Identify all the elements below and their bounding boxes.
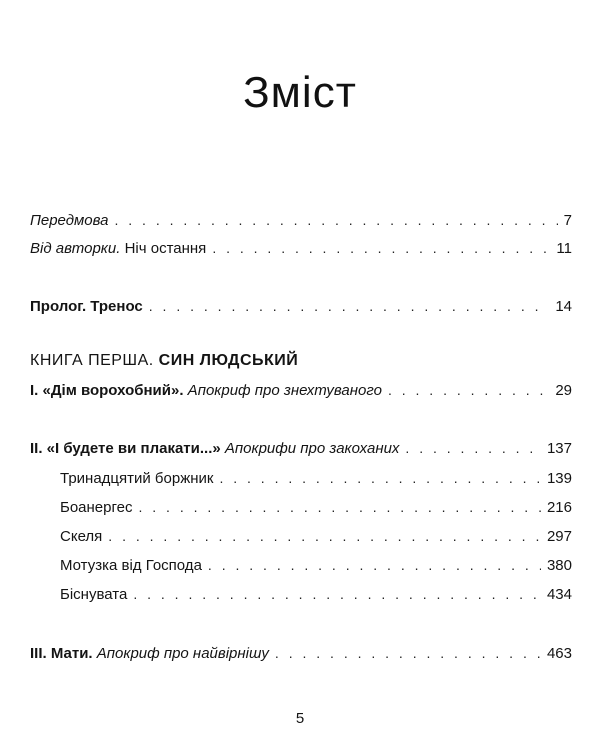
entry-page: 29 — [555, 382, 572, 399]
entry-label: І. «Дім ворохобний». Апокриф про знехтуваного — [30, 382, 382, 399]
dot-leader — [275, 645, 541, 661]
entry-label: Передмова — [30, 212, 109, 229]
entry-label: Мотузка від Господа — [60, 557, 202, 574]
dot-leader — [108, 528, 541, 544]
entry-page: 434 — [546, 586, 572, 603]
entry-page: 7 — [563, 212, 572, 229]
dot-leader — [133, 586, 541, 602]
page-number: 5 — [295, 710, 305, 727]
toc-entry-chapter-2[interactable] — [30, 440, 572, 464]
entry-page: 297 — [546, 528, 572, 545]
book-heading — [30, 352, 298, 370]
entry-page: 463 — [546, 645, 572, 662]
dot-leader — [138, 499, 540, 515]
toc-entry-sub-1[interactable] — [60, 470, 572, 494]
entry-label: Боанергес — [60, 499, 133, 516]
toc-entry-chapter-1[interactable] — [30, 382, 572, 406]
dot-leader — [388, 382, 549, 398]
toc-entry-foreword[interactable] — [30, 212, 572, 236]
book-prefix: КНИГА ПЕРША. — [30, 352, 159, 369]
toc-entry-chapter-3[interactable] — [30, 645, 572, 669]
entry-label: Біснувата — [60, 586, 128, 603]
entry-label: Від авторки. Ніч остання — [30, 240, 207, 257]
dot-leader — [149, 298, 550, 314]
dot-leader — [219, 470, 541, 486]
dot-leader — [212, 240, 550, 256]
entry-label: ІІІ. Мати. Апокриф про найвірнішу — [30, 645, 269, 662]
entry-page: 139 — [546, 470, 572, 487]
entry-page: 137 — [546, 440, 572, 457]
entry-page: 380 — [546, 557, 572, 574]
entry-label: Пролог. Тренос — [30, 298, 143, 315]
dot-leader — [115, 212, 558, 228]
page-title: Зміст — [243, 68, 357, 117]
toc-entry-sub-4[interactable] — [60, 557, 572, 581]
entry-label: Тринадцятий боржник — [60, 470, 214, 487]
dot-leader — [405, 440, 541, 456]
book-name: СИН ЛЮДСЬКИЙ — [158, 352, 299, 369]
entry-label: Скеля — [60, 528, 103, 545]
toc-entry-prologue[interactable] — [30, 298, 572, 322]
entry-page: 216 — [546, 499, 572, 516]
toc-entry-sub-5[interactable] — [60, 586, 572, 610]
toc-entry-author-note[interactable] — [30, 240, 572, 264]
dot-leader — [208, 557, 541, 573]
entry-page: 14 — [555, 298, 572, 315]
toc-entry-sub-3[interactable] — [60, 528, 572, 552]
entry-label: ІІ. «І будете ви плакати...» Апокрифи про закоханих — [30, 440, 400, 457]
entry-page: 11 — [556, 240, 572, 257]
toc-entry-sub-2[interactable] — [60, 499, 572, 523]
